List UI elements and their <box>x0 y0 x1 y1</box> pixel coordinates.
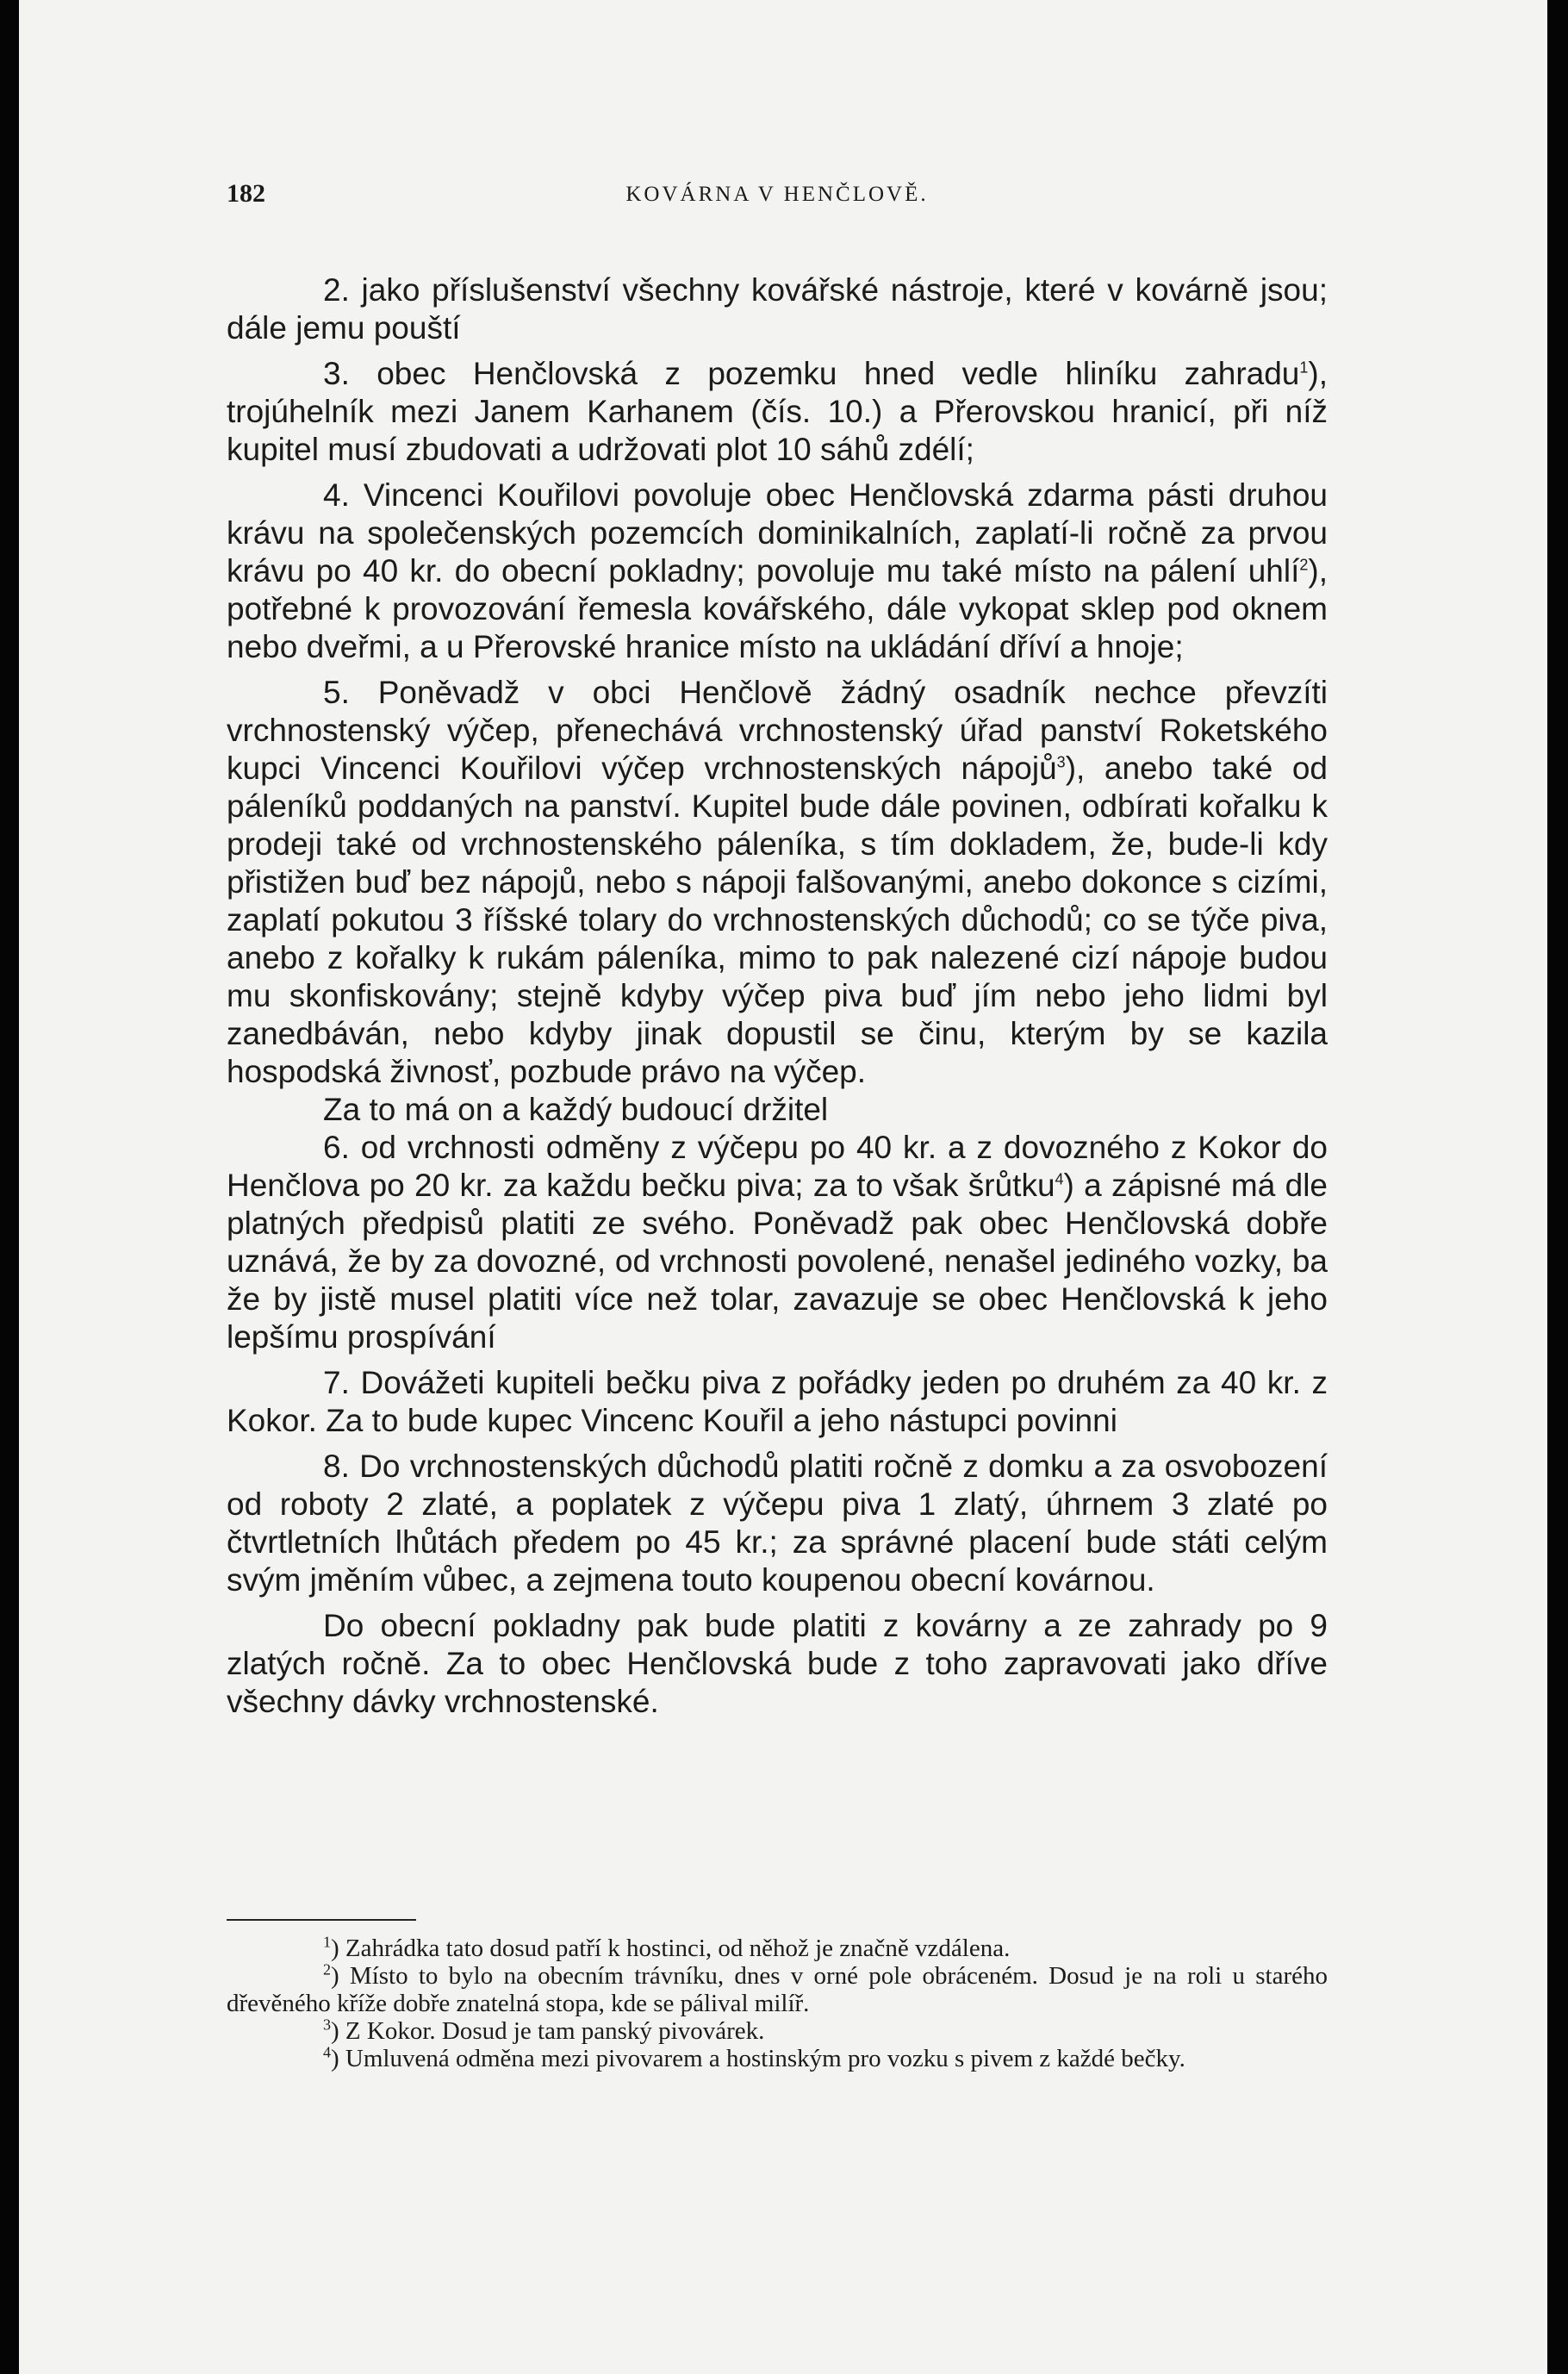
body-text <box>227 271 1328 1729</box>
footnote-separator <box>227 1919 416 1921</box>
paragraph-6: 6. od vrchnosti odměny z výčepu po 40 kr. a z dovozného z Kokor do Henčlova po 20 kr. za každu bečku piva; za to však šrůtku$^4$) a zápisné má dle platných předpisů platiti ze svého. Poněvadž pak obec Henčlovská dobře uznává, že by za dovozné, od vrchnosti povolené, nenašel jediného vozky, ba že by jistě musel platiti více než tolar, zavazuje se obec Henčlovská k jeho lepšímu prospívání <box>227 1130 1328 1355</box>
scan-border-right <box>1547 0 1568 2374</box>
footnote-ref-2: 2 <box>1299 556 1309 574</box>
footnote-1: $^1$) Zahrádka tato dosud patří k hostinci, od něhož je značně vzdálena. <box>323 1933 1011 1962</box>
paragraph-5: 5. Poněvadž v obci Henčlově žádný osadník nechce převzíti vrchnostenský výčep, přenechává vrchnostenský úřad panství Roketského kupci Vincenci Kouřilovi výčep vrchnostenských nápojů$^3$), anebo také od páleníků poddaných na panství. Kupitel bude dále povinen, odbírati kořalku k prodeji také od vrchnostenského páleníka, s tím dokladem, že, bude-li kdy přistižen buď bez nápojů, nebo s nápoji falšovanými, anebo dokonce s cizími, zaplatí pokutou 3 říšské tolary do vrchnostenských důchodů; co se týče piva, anebo z kořalky k rukám páleníka, mimo to pak nalezené cizí nápoje budou mu skonfiskovány; stejně kdyby výčep piva buď jím nebo jeho lidmi byl zanedbáván, nebo kdyby jinak dopustil se činu, kterým by se kazila hospodská živnosť, pozbude právo na výčep. <box>227 675 1328 1089</box>
footnote-ref-1: 1 <box>1299 358 1309 377</box>
footnote-4: $^4$) Umluvená odměna mezi pivovarem a hostinským pro vozku s pivem z každé bečky. <box>323 2043 1185 2072</box>
paragraph-3: 3. obec Henčlovská z pozemku hned vedle hliníku zahradu$^1$), trojúhelník mezi Janem Karhanem (čís. 10.) a Přerovskou hranicí, při níž kupitel musí zbudovati a udržovati plot 10 sáhů zdélí; <box>227 356 1328 467</box>
paragraph-8: 8. Do vrchnostenských důchodů platiti ročně z domku a za osvobození od roboty 2 zlaté, a poplatek z výčepu piva 1 zlatý, úhrnem 3 zlaté po čtvrtletních lhůtách předem po 45 kr.; za správné placení bude státi celým svým jměním vůbec, a zejmena touto koupenou obecní kovárnou. <box>227 1449 1328 1598</box>
paragraph-2: 2. jako příslušenství všechny kovářské nástroje, které v kovárně jsou; dále jemu pouští <box>227 272 1328 346</box>
paragraph-7: 7. Dovážeti kupiteli bečku piva z pořádky jeden po druhém za 40 kr. z Kokor. Za to bude kupec Vincenc Kouřil a jeho nástupci povinni <box>227 1365 1328 1438</box>
running-title: KOVÁRNA V HENČLOVĚ. <box>625 183 929 206</box>
paragraph-4: 4. Vincenci Kouřilovi povoluje obec Henčlovská zdarma pásti druhou krávu na společenských pozemcích dominikalních, zaplatí-li ročně za prvou krávu po 40 kr. do obecní pokladny; povoluje mu také místo na pálení uhlí$^2$), potřebné k provozování řemesla kovářského, dále vykopat sklep pod oknem nebo dveřmi, a u Přerovské hranice místo na ukládání dříví a hnoje; <box>227 477 1328 664</box>
footnotes <box>227 1935 1328 2072</box>
footnote-ref-3: 3 <box>1056 753 1066 771</box>
running-head <box>227 179 1328 214</box>
page-number: 182 <box>227 179 265 208</box>
scan-border-left <box>0 0 19 2374</box>
paragraph-za-to: Za to má on a každý budoucí držitel <box>323 1092 829 1127</box>
footnote-3: $^3$) Z Kokor. Dosud je tam panský pivovárek. <box>323 2016 765 2045</box>
paragraph-9: Do obecní pokladny pak bude platiti z kovárny a ze zahrady po 9 zlatých ročně. Za to obec Henčlovská bude z toho zapravovati jako dříve všechny dávky vrchnostenské. <box>227 1608 1328 1719</box>
footnote-2: $^2$) Místo to bylo na obecním trávníku, dnes v orné pole obráceném. Dosud je na roli u starého dřevěného kříže dobře znatelná stopa, kde se pálival milíř. <box>227 1960 1328 2017</box>
footnote-ref-4: 4 <box>1055 1170 1064 1188</box>
